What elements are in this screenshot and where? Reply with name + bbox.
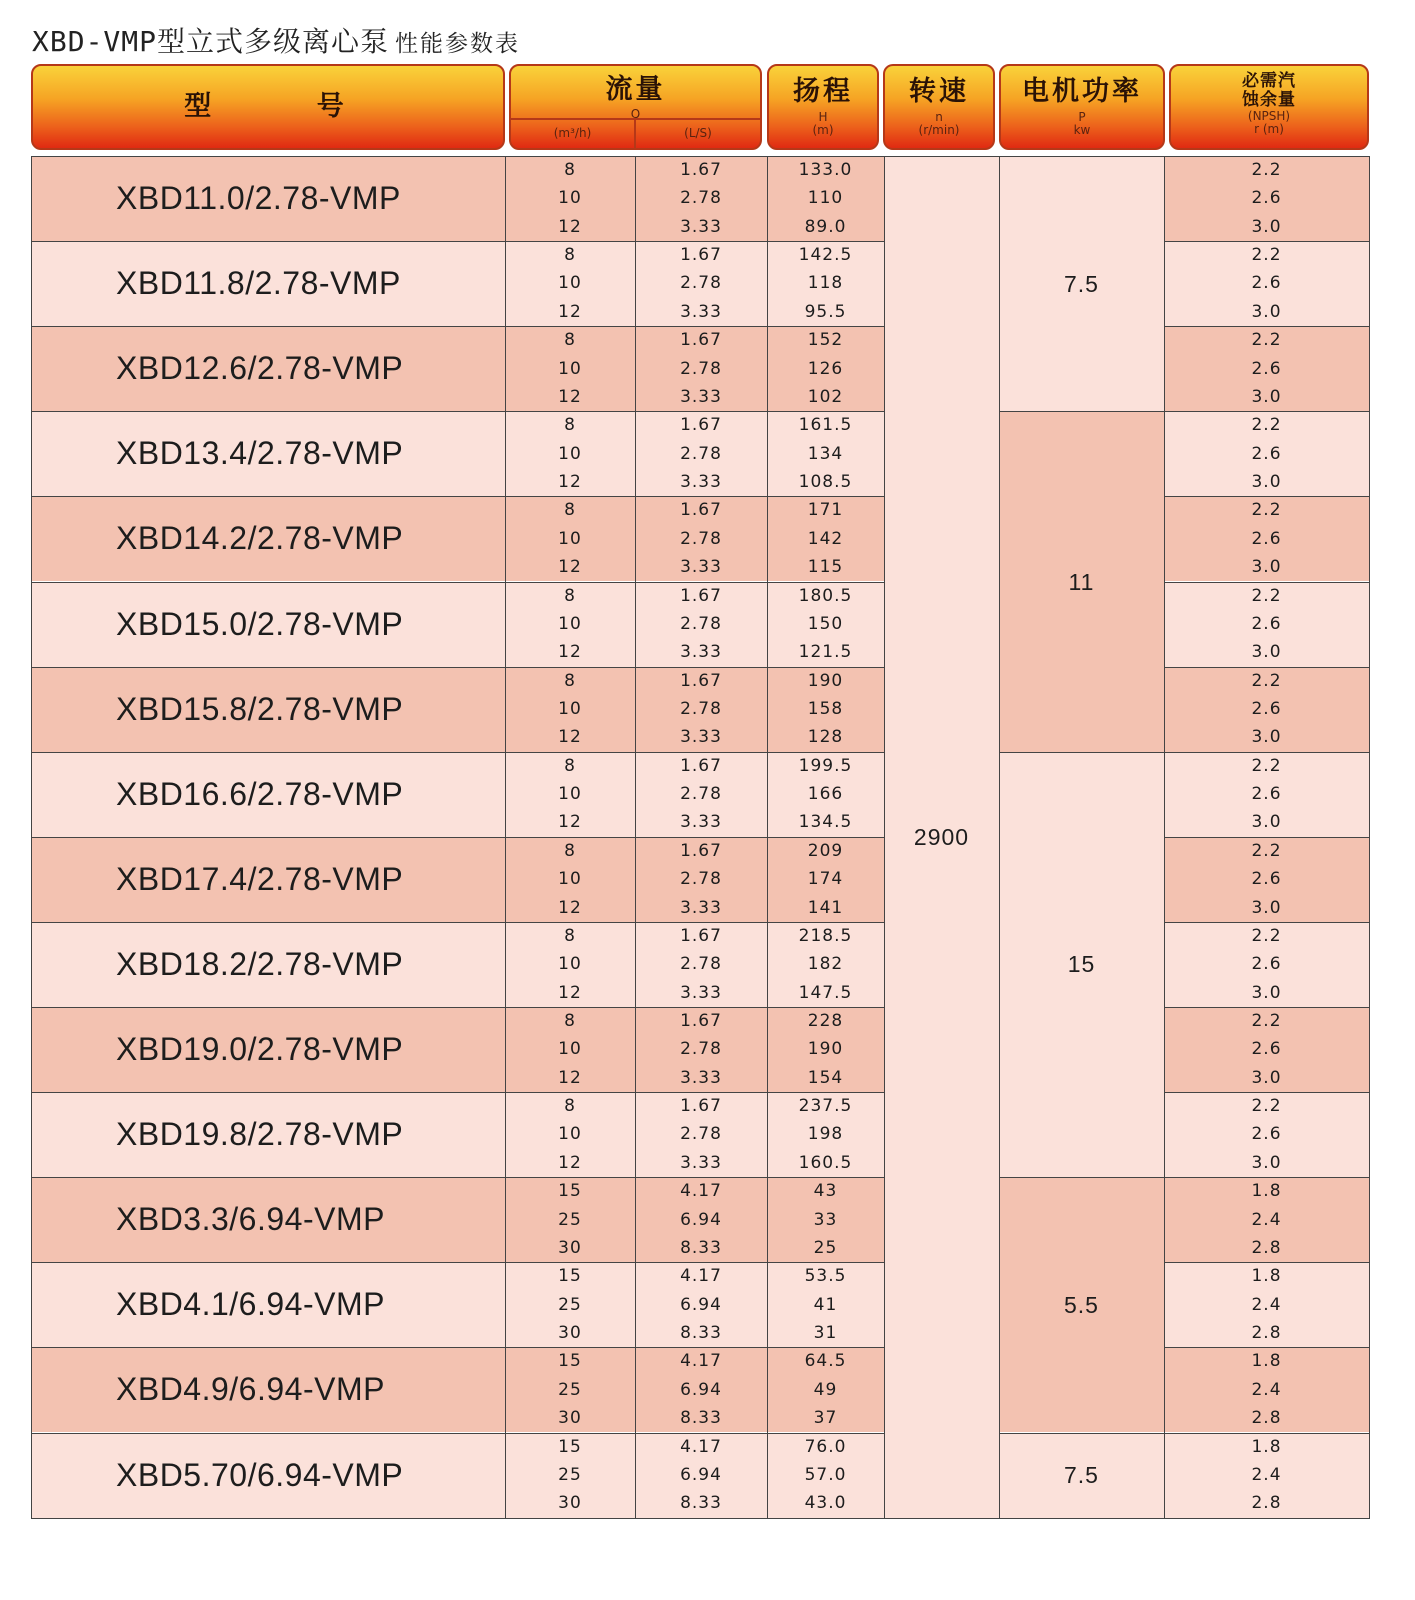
head-value: 142.5 [798, 245, 853, 266]
head-value: 37 [813, 1408, 838, 1429]
row-divider [1164, 156, 1370, 157]
flow-ls-value: 3.33 [680, 727, 722, 748]
header-head [767, 64, 879, 150]
flow-ls-value: 3.33 [680, 216, 722, 237]
flow-m3h-value: 12 [558, 1152, 582, 1173]
power-divider [999, 752, 1165, 753]
flow-ls-value: 3.33 [680, 301, 722, 322]
npsh-value: 3.0 [1251, 472, 1282, 493]
row-divider [31, 582, 885, 583]
npsh-value: 2.2 [1251, 330, 1282, 351]
header-speed-symbol: n [935, 110, 943, 124]
row-divider [1164, 752, 1370, 753]
npsh-value: 2.4 [1251, 1209, 1282, 1230]
row-divider [31, 667, 885, 668]
row-divider [31, 411, 885, 412]
npsh-value: 3.0 [1251, 982, 1282, 1003]
row-divider [31, 326, 885, 327]
column-divider [1369, 156, 1370, 1519]
npsh-value: 3.0 [1251, 1152, 1282, 1173]
flow-ls-value: 8.33 [680, 1323, 722, 1344]
flow-m3h-value: 30 [558, 1323, 582, 1344]
model-name: XBD19.0/2.78-VMP [116, 1031, 404, 1067]
head-value: 154 [807, 1067, 844, 1088]
head-value: 190 [807, 1039, 844, 1060]
header-flow [509, 64, 762, 150]
npsh-value: 2.2 [1251, 245, 1282, 266]
column-divider [767, 156, 768, 1519]
flow-ls-value: 1.67 [680, 500, 722, 521]
header-head-unit: (m) [812, 123, 834, 137]
npsh-value: 2.6 [1251, 273, 1282, 294]
head-value: 43.0 [804, 1493, 847, 1514]
model-name: XBD12.6/2.78-VMP [116, 350, 404, 387]
head-value: 190 [807, 670, 844, 691]
head-value: 102 [807, 386, 844, 407]
flow-m3h-value: 12 [558, 472, 582, 493]
column-divider [31, 156, 32, 1519]
flow-ls-value: 1.67 [680, 160, 722, 180]
flow-ls-value: 3.33 [680, 1152, 722, 1173]
flow-m3h-value: 8 [564, 755, 576, 776]
npsh-value: 2.6 [1251, 869, 1282, 890]
flow-m3h-value: 12 [558, 642, 582, 663]
flow-ls-value: 2.78 [680, 273, 722, 294]
npsh-value: 2.6 [1251, 188, 1282, 209]
header-npsh-symbol: (NPSH) [1247, 109, 1291, 123]
flow-ls-value: 3.33 [680, 897, 722, 918]
header-npsh-line2: 蚀余量 [1242, 90, 1296, 110]
header-power-label: 电机功率 [1022, 76, 1142, 107]
flow-m3h-value: 10 [558, 613, 582, 634]
flow-ls-value: 6.94 [680, 1209, 722, 1230]
flow-m3h-value: 8 [564, 415, 576, 436]
header-flow-unit-ls: (L/S) [636, 118, 760, 148]
flow-m3h-value: 12 [558, 557, 582, 578]
power-value: 5.5 [1064, 1291, 1099, 1318]
flow-ls-value: 2.78 [680, 188, 722, 209]
column-divider [999, 156, 1000, 1519]
flow-ls-value: 3.33 [680, 386, 722, 407]
flow-m3h-value: 8 [564, 1011, 576, 1031]
row-divider [1164, 1262, 1370, 1263]
flow-ls-value: 2.78 [680, 954, 722, 975]
head-value: 166 [807, 784, 844, 805]
npsh-value: 3.0 [1251, 216, 1282, 237]
flow-ls-value: 1.67 [680, 415, 722, 436]
row-divider [31, 1262, 885, 1263]
flow-ls-value: 1.67 [680, 245, 722, 266]
column-divider [884, 156, 885, 1519]
head-value: 110 [807, 188, 844, 209]
flow-m3h-value: 30 [558, 1493, 582, 1514]
head-value: 25 [813, 1237, 838, 1258]
table-border [884, 1518, 1000, 1519]
flow-ls-value: 2.78 [680, 784, 722, 805]
flow-ls-value: 2.78 [680, 698, 722, 719]
head-value: 147.5 [798, 982, 853, 1003]
model-name: XBD18.2/2.78-VMP [116, 945, 404, 982]
row-divider [31, 1092, 885, 1093]
npsh-value: 2.4 [1251, 1294, 1282, 1315]
head-value: 161.5 [798, 415, 853, 436]
flow-m3h-value: 10 [558, 869, 582, 890]
model-name: XBD15.0/2.78-VMP [116, 605, 404, 642]
head-value: 41 [813, 1294, 838, 1315]
npsh-value: 2.6 [1251, 1124, 1282, 1145]
flow-ls-value: 4.17 [680, 1181, 722, 1202]
flow-m3h-value: 10 [558, 528, 582, 549]
head-value: 218.5 [798, 925, 853, 946]
flow-ls-value: 1.67 [680, 670, 722, 691]
header-speed [883, 64, 995, 150]
header-npsh-unit: r (m) [1254, 122, 1284, 136]
speed-value: 2900 [913, 823, 970, 850]
head-value: 121.5 [798, 642, 853, 663]
npsh-value: 1.8 [1251, 1436, 1282, 1457]
model-name: XBD4.9/6.94-VMP [116, 1371, 385, 1408]
flow-m3h-value: 30 [558, 1237, 582, 1258]
head-value: 43 [813, 1181, 838, 1202]
flow-m3h-value: 10 [558, 1124, 582, 1145]
model-name: XBD19.8/2.78-VMP [116, 1116, 404, 1153]
flow-m3h-value: 25 [558, 1209, 582, 1230]
model-name: XBD16.6/2.78-VMP [116, 775, 404, 812]
flow-m3h-value: 25 [558, 1379, 582, 1400]
row-divider [31, 241, 885, 242]
row-divider [31, 837, 885, 838]
npsh-value: 2.4 [1251, 1379, 1282, 1400]
flow-ls-value: 1.67 [680, 330, 722, 351]
flow-m3h-value: 8 [564, 245, 576, 266]
row-divider [1164, 1007, 1370, 1008]
npsh-value: 2.2 [1251, 1011, 1282, 1031]
header-flow-unit-m3h: (m³/h) [511, 118, 636, 148]
npsh-value: 3.0 [1251, 386, 1282, 407]
row-divider [1164, 1092, 1370, 1093]
column-divider [1164, 156, 1165, 1519]
row-divider [1164, 667, 1370, 668]
flow-ls-value: 3.33 [680, 1067, 722, 1088]
flow-ls-value: 3.33 [680, 557, 722, 578]
header-speed-unit: (r/min) [918, 123, 960, 137]
head-value: 134 [807, 443, 844, 464]
head-value: 142 [807, 528, 844, 549]
header-power [999, 64, 1165, 150]
model-name: XBD15.8/2.78-VMP [116, 690, 404, 727]
flow-ls-value: 8.33 [680, 1408, 722, 1429]
row-divider [31, 1347, 885, 1348]
flow-ls-value: 4.17 [680, 1351, 722, 1372]
npsh-value: 2.6 [1251, 698, 1282, 719]
flow-ls-value: 1.67 [680, 925, 722, 946]
npsh-value: 2.2 [1251, 160, 1282, 180]
head-value: 128 [807, 727, 844, 748]
npsh-value: 2.6 [1251, 954, 1282, 975]
flow-ls-value: 6.94 [680, 1294, 722, 1315]
flow-m3h-value: 30 [558, 1408, 582, 1429]
npsh-value: 2.2 [1251, 755, 1282, 776]
row-divider [1164, 1177, 1370, 1178]
head-value: 180.5 [798, 585, 853, 606]
power-divider [999, 156, 1165, 157]
row-divider [1164, 326, 1370, 327]
head-value: 89.0 [804, 216, 847, 237]
flow-m3h-value: 15 [558, 1351, 582, 1372]
power-divider [999, 411, 1165, 412]
flow-m3h-value: 25 [558, 1294, 582, 1315]
row-divider [31, 752, 885, 753]
header-model [31, 64, 505, 150]
npsh-value: 2.2 [1251, 415, 1282, 436]
flow-ls-value: 6.94 [680, 1464, 722, 1485]
npsh-value: 3.0 [1251, 727, 1282, 748]
model-name: XBD11.0/2.78-VMP [116, 180, 401, 216]
flow-m3h-value: 15 [558, 1436, 582, 1457]
header-flow-label: 流量 [605, 74, 666, 105]
head-value: 64.5 [804, 1351, 847, 1372]
table-border [999, 1518, 1165, 1519]
row-divider [1164, 1518, 1370, 1519]
header-speed-label: 转速 [909, 76, 969, 107]
flow-m3h-value: 8 [564, 500, 576, 521]
row-divider [31, 1007, 885, 1008]
head-value: 108.5 [798, 472, 853, 493]
power-value: 7.5 [1064, 1462, 1099, 1489]
npsh-value: 2.2 [1251, 1096, 1282, 1117]
npsh-value: 3.0 [1251, 642, 1282, 663]
npsh-value: 3.0 [1251, 812, 1282, 833]
row-divider [1164, 837, 1370, 838]
npsh-value: 3.0 [1251, 1067, 1282, 1088]
flow-ls-value: 8.33 [680, 1493, 722, 1514]
row-divider [31, 1518, 885, 1519]
npsh-value: 2.6 [1251, 443, 1282, 464]
npsh-value: 3.0 [1251, 557, 1282, 578]
flow-ls-value: 8.33 [680, 1237, 722, 1258]
flow-ls-value: 2.78 [680, 443, 722, 464]
flow-ls-value: 1.67 [680, 755, 722, 776]
npsh-value: 2.6 [1251, 784, 1282, 805]
flow-m3h-value: 8 [564, 925, 576, 946]
flow-ls-value: 4.17 [680, 1436, 722, 1457]
flow-m3h-value: 10 [558, 188, 582, 209]
npsh-value: 2.2 [1251, 670, 1282, 691]
head-value: 95.5 [804, 301, 847, 322]
flow-m3h-value: 10 [558, 443, 582, 464]
head-value: 150 [807, 613, 844, 634]
npsh-value: 1.8 [1251, 1266, 1282, 1287]
flow-ls-value: 2.78 [680, 358, 722, 379]
power-value: 7.5 [1064, 270, 1099, 297]
power-value: 11 [1068, 568, 1095, 595]
row-divider [1164, 1347, 1370, 1348]
head-value: 158 [807, 698, 844, 719]
model-name: XBD13.4/2.78-VMP [116, 435, 404, 472]
header-power-symbol: P [1078, 110, 1086, 124]
row-divider [31, 156, 885, 157]
head-value: 152 [807, 330, 844, 351]
head-value: 115 [807, 557, 844, 578]
head-value: 31 [813, 1323, 838, 1344]
head-value: 133.0 [798, 160, 853, 180]
npsh-value: 2.6 [1251, 613, 1282, 634]
row-divider [1164, 411, 1370, 412]
flow-m3h-value: 8 [564, 160, 576, 180]
flow-m3h-value: 25 [558, 1464, 582, 1485]
row-divider [1164, 1433, 1370, 1434]
flow-ls-value: 1.67 [680, 1011, 722, 1031]
flow-m3h-value: 15 [558, 1266, 582, 1287]
flow-m3h-value: 12 [558, 301, 582, 322]
npsh-value: 3.0 [1251, 301, 1282, 322]
npsh-value: 2.2 [1251, 585, 1282, 606]
flow-m3h-value: 10 [558, 358, 582, 379]
model-name: XBD3.3/6.94-VMP [116, 1201, 385, 1238]
header-power-unit: kw [1073, 123, 1091, 137]
power-divider [999, 1177, 1165, 1178]
flow-m3h-value: 8 [564, 670, 576, 691]
flow-m3h-value: 8 [564, 585, 576, 606]
table-border [884, 156, 1000, 157]
header-flow-symbol: Q [630, 107, 641, 121]
flow-ls-value: 2.78 [680, 869, 722, 890]
head-value: 33 [813, 1209, 838, 1230]
flow-ls-value: 1.67 [680, 840, 722, 861]
header-head-label: 扬程 [793, 76, 853, 107]
row-divider [1164, 241, 1370, 242]
row-divider [31, 1177, 885, 1178]
head-value: 134.5 [798, 812, 853, 833]
npsh-value: 1.8 [1251, 1351, 1282, 1372]
head-value: 209 [807, 840, 844, 861]
flow-m3h-value: 12 [558, 386, 582, 407]
head-value: 141 [807, 897, 844, 918]
npsh-value: 2.2 [1251, 500, 1282, 521]
head-value: 118 [807, 273, 844, 294]
head-value: 182 [807, 954, 844, 975]
model-name: XBD5.70/6.94-VMP [116, 1456, 404, 1493]
row-divider [31, 1433, 885, 1434]
head-value: 198 [807, 1124, 844, 1145]
model-name: XBD11.8/2.78-VMP [116, 265, 401, 302]
flow-ls-value: 4.17 [680, 1266, 722, 1287]
flow-ls-value: 3.33 [680, 982, 722, 1003]
head-value: 49 [813, 1379, 838, 1400]
flow-ls-value: 2.78 [680, 1039, 722, 1060]
flow-ls-value: 2.78 [680, 613, 722, 634]
head-value: 237.5 [798, 1096, 853, 1117]
flow-m3h-value: 12 [558, 1067, 582, 1088]
title-main: XBD-VMP型立式多级离心泵 [32, 25, 390, 58]
flow-ls-value: 6.94 [680, 1379, 722, 1400]
flow-m3h-value: 12 [558, 897, 582, 918]
flow-m3h-value: 8 [564, 1096, 576, 1117]
column-divider [635, 156, 636, 1519]
flow-m3h-value: 8 [564, 840, 576, 861]
head-value: 171 [807, 500, 844, 521]
flow-ls-value: 2.78 [680, 1124, 722, 1145]
model-name: XBD14.2/2.78-VMP [116, 520, 404, 557]
npsh-value: 2.8 [1251, 1408, 1282, 1429]
npsh-value: 2.2 [1251, 925, 1282, 946]
row-divider [1164, 922, 1370, 923]
npsh-value: 1.8 [1251, 1181, 1282, 1202]
header-head-symbol: H [818, 110, 828, 124]
flow-m3h-value: 10 [558, 784, 582, 805]
row-divider [1164, 582, 1370, 583]
head-value: 228 [807, 1011, 844, 1031]
column-divider [505, 156, 506, 1519]
row-divider [1164, 496, 1370, 497]
page-title [32, 22, 520, 62]
npsh-value: 2.2 [1251, 840, 1282, 861]
npsh-value: 2.6 [1251, 1039, 1282, 1060]
flow-m3h-value: 10 [558, 273, 582, 294]
npsh-value: 2.8 [1251, 1237, 1282, 1258]
npsh-value: 2.6 [1251, 358, 1282, 379]
head-value: 174 [807, 869, 844, 890]
model-name: XBD17.4/2.78-VMP [116, 860, 404, 897]
flow-ls-value: 1.67 [680, 1096, 722, 1117]
npsh-value: 2.8 [1251, 1493, 1282, 1514]
row-divider [31, 496, 885, 497]
npsh-value: 3.0 [1251, 897, 1282, 918]
header-model-label: 型 号 [184, 91, 392, 122]
head-value: 199.5 [798, 755, 853, 776]
flow-m3h-value: 10 [558, 954, 582, 975]
flow-m3h-value: 8 [564, 330, 576, 351]
flow-m3h-value: 10 [558, 1039, 582, 1060]
flow-m3h-value: 10 [558, 698, 582, 719]
power-value: 15 [1067, 951, 1096, 978]
flow-ls-value: 1.67 [680, 585, 722, 606]
flow-ls-value: 2.78 [680, 528, 722, 549]
model-name: XBD4.1/6.94-VMP [116, 1286, 385, 1323]
npsh-value: 2.8 [1251, 1323, 1282, 1344]
npsh-value: 2.6 [1251, 528, 1282, 549]
npsh-value: 2.4 [1251, 1464, 1282, 1485]
flow-m3h-value: 12 [558, 727, 582, 748]
flow-ls-value: 3.33 [680, 642, 722, 663]
power-divider [999, 1433, 1165, 1434]
head-value: 126 [807, 358, 844, 379]
flow-m3h-value: 12 [558, 216, 582, 237]
flow-ls-value: 3.33 [680, 812, 722, 833]
head-value: 53.5 [804, 1266, 847, 1287]
flow-ls-value: 3.33 [680, 472, 722, 493]
title-sub: 性能参数表 [395, 31, 521, 57]
header-npsh [1169, 64, 1369, 150]
header-npsh-line1: 必需汽 [1242, 71, 1296, 91]
head-value: 76.0 [804, 1436, 847, 1457]
row-divider [31, 922, 885, 923]
head-value: 160.5 [798, 1152, 853, 1173]
head-value: 57.0 [804, 1464, 847, 1485]
flow-m3h-value: 12 [558, 812, 582, 833]
flow-m3h-value: 15 [558, 1181, 582, 1202]
flow-m3h-value: 12 [558, 982, 582, 1003]
